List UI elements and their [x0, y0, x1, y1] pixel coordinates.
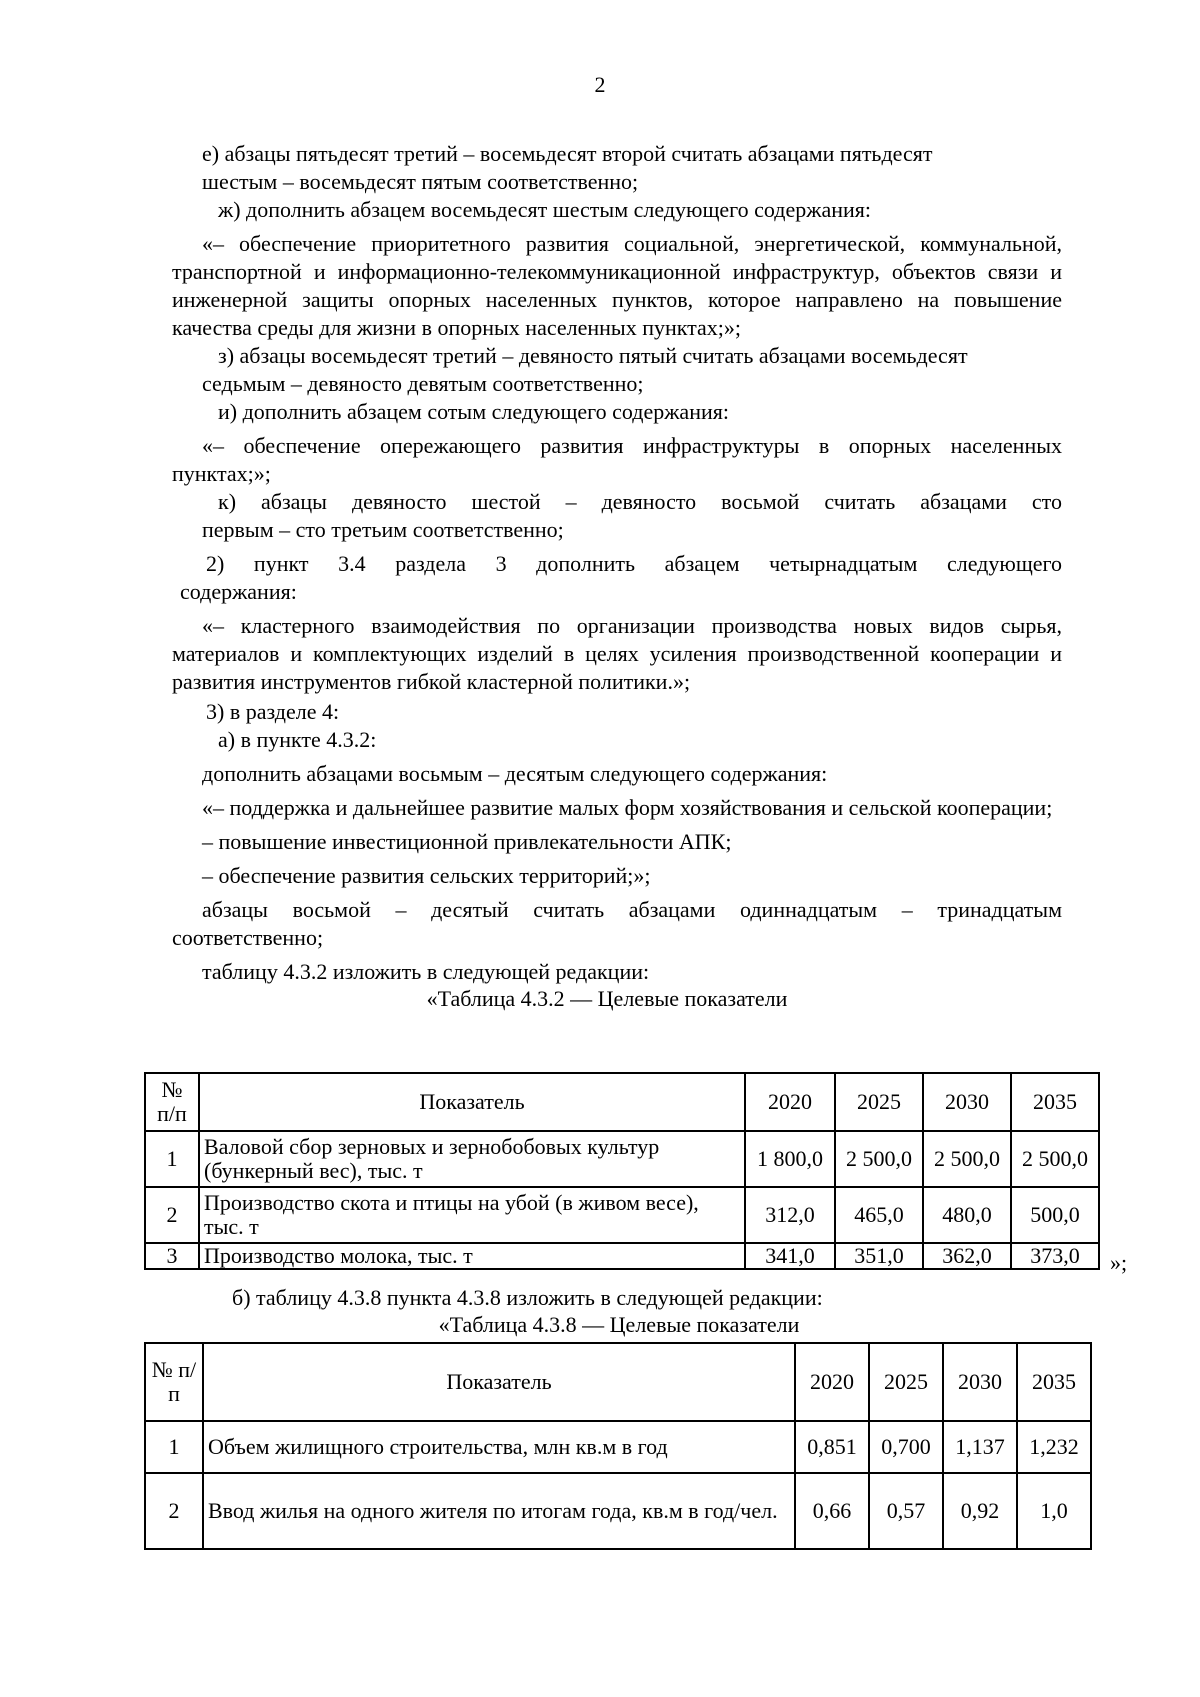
- paragraph: первым – сто третьим соответственно;: [202, 517, 564, 542]
- cell-value: 480,0: [923, 1187, 1011, 1243]
- header-year: 2025: [835, 1073, 923, 1131]
- table-row: [145, 1131, 1099, 1187]
- paragraph: б) таблицу 4.3.8 пункта 4.3.8 изложить в следующей редакции:: [232, 1285, 823, 1310]
- header-year: 2030: [943, 1343, 1017, 1421]
- table-row: [145, 1243, 1099, 1269]
- row-num: 3: [145, 1243, 199, 1269]
- row-num: 2: [145, 1473, 203, 1549]
- paragraph: ж) дополнить абзацем восемьдесят шестым следующего содержания:: [218, 197, 871, 222]
- paragraph: дополнить абзацами восьмым – десятым следующего содержания:: [202, 761, 828, 786]
- header-year: 2030: [923, 1073, 1011, 1131]
- cell-value: 341,0: [745, 1243, 835, 1269]
- header-indicator: Показатель: [199, 1073, 745, 1131]
- cell-value: 1,137: [943, 1421, 1017, 1473]
- header-indicator: Показатель: [203, 1343, 795, 1421]
- cell-value: 312,0: [745, 1187, 835, 1243]
- row-num: 1: [145, 1421, 203, 1473]
- paragraph: шестым – восемьдесят пятым соответственно;: [202, 169, 639, 194]
- quoted-paragraph: «– обеспечение приоритетного развития социальной, энергетической, коммунальной, транспортной и информационно-телекоммуникационной инфраструктур, объектов связи и инженерной защиты опорных населенных пунктов, которое направлено на повышение качества среды для жизни в опорных населенных пунктах;»;: [172, 231, 1062, 340]
- table-row: [145, 1473, 1091, 1549]
- row-num: 1: [145, 1131, 199, 1187]
- cell-value: 362,0: [923, 1243, 1011, 1269]
- row-num: 2: [145, 1187, 199, 1243]
- paragraph: седьмым – девяносто девятым соответственно;: [202, 371, 644, 396]
- cell-value: 1 800,0: [745, 1131, 835, 1187]
- paragraph: з) абзацы восемьдесят третий – девяносто пятый считать абзацами восемьдесят: [218, 343, 968, 368]
- cell-value: 373,0: [1011, 1243, 1099, 1269]
- header-year: 2025: [869, 1343, 943, 1421]
- paragraph: таблицу 4.3.2 изложить в следующей редакции:: [202, 959, 650, 984]
- page-number: 2: [594, 72, 606, 97]
- cell-value: 0,92: [943, 1473, 1017, 1549]
- table-header-row: [145, 1073, 1099, 1131]
- cell-value: 465,0: [835, 1187, 923, 1243]
- paragraph: е) абзацы пятьдесят третий – восемьдесят второй считать абзацами пятьдесят: [202, 141, 933, 166]
- cell-value: 2 500,0: [1011, 1131, 1099, 1187]
- table-caption: «Таблица 4.3.2 — Целевые показатели: [426, 986, 788, 1011]
- table-4-3-2: [144, 1072, 1100, 1270]
- table-row: [145, 1421, 1091, 1473]
- cell-value: 500,0: [1011, 1187, 1099, 1243]
- row-indicator: Производство скота и птицы на убой (в живом весе), тыс. т: [199, 1187, 745, 1243]
- quoted-paragraph: «– обеспечение опережающего развития инфраструктуры в опорных населенных пунктах;»;: [172, 433, 1062, 486]
- closing-quote: »;: [1110, 1250, 1128, 1275]
- paragraph: 2) пункт 3.4 раздела 3 дополнить абзацем четырнадцатым следующего: [206, 551, 1062, 576]
- paragraph: – повышение инвестиционной привлекательности АПК;: [202, 829, 732, 854]
- paragraph: – обеспечение развития сельских территорий;»;: [202, 863, 651, 888]
- table-header-row: [145, 1343, 1091, 1421]
- paragraph: к) абзацы девяносто шестой – девяносто восьмой считать абзацами сто: [218, 489, 1062, 514]
- row-indicator: Объем жилищного строительства, млн кв.м в год: [203, 1421, 795, 1473]
- paragraph: и) дополнить абзацем сотым следующего содержания:: [218, 399, 729, 424]
- row-indicator: Валовой сбор зерновых и зернобобовых культур (бункерный вес), тыс. т: [199, 1131, 745, 1187]
- cell-value: 1,0: [1017, 1473, 1091, 1549]
- paragraph: абзацы восьмой – десятый считать абзацами одиннадцатым – тринадцатым соответственно;: [172, 897, 1062, 950]
- header-num: № п/п: [145, 1343, 203, 1421]
- cell-value: 2 500,0: [923, 1131, 1011, 1187]
- cell-value: 1,232: [1017, 1421, 1091, 1473]
- quoted-paragraph: «– кластерного взаимодействия по организации производства новых видов сырья, материалов и комплектующих изделий в целях усиления производственной кооперации и развития инструментов гибкой кластерной политики.»;: [172, 613, 1062, 694]
- cell-value: 0,57: [869, 1473, 943, 1549]
- document-body: [172, 140, 1062, 1012]
- table-4-3-8: [144, 1342, 1092, 1550]
- row-indicator: Производство молока, тыс. т: [199, 1243, 745, 1269]
- table-caption: «Таблица 4.3.8 — Целевые показатели: [438, 1312, 800, 1337]
- cell-value: 0,66: [795, 1473, 869, 1549]
- header-year: 2020: [745, 1073, 835, 1131]
- cell-value: 2 500,0: [835, 1131, 923, 1187]
- paragraph: 3) в разделе 4:: [206, 699, 340, 724]
- quoted-paragraph: «– поддержка и дальнейшее развитие малых форм хозяйствования и сельской кооперации;: [202, 795, 1053, 820]
- header-year: 2035: [1011, 1073, 1099, 1131]
- row-indicator: Ввод жилья на одного жителя по итогам года, кв.м в год/чел.: [203, 1473, 795, 1549]
- paragraph: а) в пункте 4.3.2:: [218, 727, 377, 752]
- table-row: [145, 1187, 1099, 1243]
- cell-value: 0,700: [869, 1421, 943, 1473]
- header-num: № п/п: [145, 1073, 199, 1131]
- cell-value: 0,851: [795, 1421, 869, 1473]
- cell-value: 351,0: [835, 1243, 923, 1269]
- header-year: 2035: [1017, 1343, 1091, 1421]
- paragraph: содержания:: [180, 579, 297, 604]
- header-year: 2020: [795, 1343, 869, 1421]
